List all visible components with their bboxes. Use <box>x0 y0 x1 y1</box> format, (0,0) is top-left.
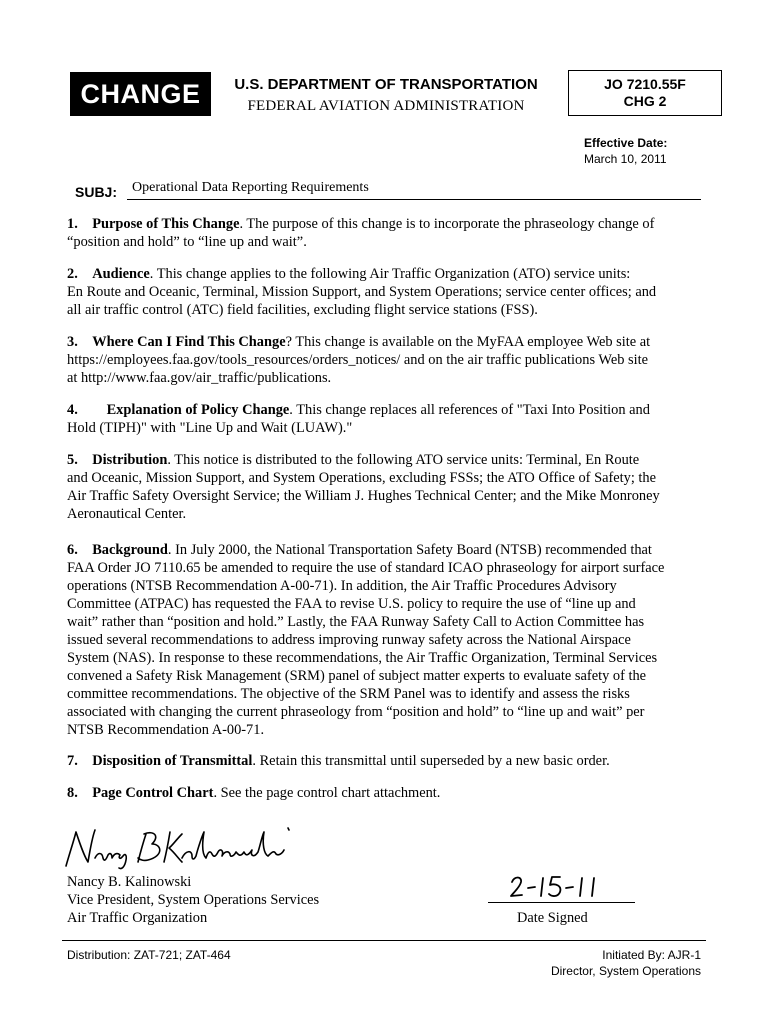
order-number-box <box>568 70 722 116</box>
paragraph-separator: . <box>239 216 247 232</box>
paragraph-separator: . <box>167 452 175 468</box>
effective-date-label: Effective Date: <box>584 136 668 150</box>
effective-date-block <box>584 135 667 167</box>
paragraph-6 <box>67 541 707 739</box>
paragraph-number: 3. <box>67 334 78 350</box>
signer-name: Nancy B. Kalinowski <box>67 874 192 890</box>
paragraph-title: Disposition of Transmittal <box>92 753 253 769</box>
paragraph-2 <box>67 265 707 319</box>
paragraph-title: Explanation of Policy Change <box>106 402 290 418</box>
paragraph-5 <box>67 451 707 523</box>
signer-organization: Air Traffic Organization <box>67 910 208 926</box>
paragraph-separator: . <box>149 266 157 282</box>
paragraph-title: Purpose of This Change <box>92 216 240 232</box>
signer-block <box>67 873 319 927</box>
initiated-by: Initiated By: AJR-1 <box>602 948 701 962</box>
paragraph-title: Background <box>92 542 168 558</box>
effective-date: March 10, 2011 <box>584 152 667 166</box>
paragraph-body: The purpose of this change is to incorporate the phraseology change of “position and hold” to “line up and wait”. <box>67 216 655 250</box>
paragraph-7 <box>67 752 707 770</box>
paragraph-body: In July 2000, the National Transportation Safety Board (NTSB) recommended that FAA Order JO 7110.65 be amended to require the use of standard ICAO phraseology for airport surface operations (NTSB Recommendation A-00-71). In addition, the Air Traffic Procedures Advisory Committee (ATPAC) has requested the FAA to revise U.S. policy to require the use of “line up and wait” rather than “position and hold.” Lastly, the FAA Runway Safety Call to Action Committee has issued several recommendations to address improving runway safety across the National Airspace System (NAS). In response to these recommendations, the Air Traffic Organization, Terminal Services convened a Safety Risk Management (SRM) panel of subject matter experts to evaluate safety of the committee recommendations. The objective of the SRM Panel was to identify and assess the risks associated with changing the current phraseology from “position and hold” to “line up and wait” per NTSB Recommendation A-00-71. <box>67 542 665 738</box>
agency-header <box>225 76 547 116</box>
paragraph-number: 6. <box>67 542 78 558</box>
paragraph-title: Where Can I Find This Change <box>92 334 286 350</box>
paragraph-title: Page Control Chart <box>92 785 214 801</box>
subject-label: SUBJ: <box>75 184 118 200</box>
paragraph-number: 8. <box>67 785 78 801</box>
paragraph-separator: . <box>213 785 221 801</box>
change-number: CHG 2 <box>623 93 667 109</box>
paragraph-number: 7. <box>67 753 78 769</box>
order-number: JO 7210.55F <box>604 76 686 92</box>
paragraph-body: Retain this transmittal until superseded by a new basic order. <box>259 753 610 769</box>
initiator-title: Director, System Operations <box>550 964 701 978</box>
paragraph-body: This notice is distributed to the following ATO service units: Terminal, En Route and Oceanic, Mission Support, and System Operations, excluding FSSs; the ATO Office of Safety; the Air Traffic Safety Oversight Service; the William J. Hughes Technical Center; and the Mike Monroney Aeronautical Center. <box>67 452 660 522</box>
handwritten-date <box>508 872 602 902</box>
subject-underline <box>127 199 701 200</box>
paragraph-body: This change applies to the following Air Traffic Organization (ATO) service units: En Route and Oceanic, Terminal, Mission Support, and System Operations; service center offices; and all air traffic control (ATC) field facilities, excluding flight service stations (FSS). <box>67 266 657 318</box>
paragraph-body: See the page control chart attachment. <box>220 785 441 801</box>
footer-rule <box>62 940 706 941</box>
paragraph-number: 2. <box>67 266 78 282</box>
paragraph-4 <box>67 401 707 437</box>
date-signed-label: Date Signed <box>517 910 588 926</box>
department-name: U.S. DEPARTMENT OF TRANSPORTATION <box>234 76 538 93</box>
paragraph-separator: ? <box>285 334 296 350</box>
footer-distribution: Distribution: ZAT-721; ZAT-464 <box>67 948 231 962</box>
paragraph-separator: . <box>252 753 260 769</box>
paragraph-body: This change is available on the MyFAA employee Web site at https://employees.faa.gov/tools_resources/orders_notices/ and on the air traffic publications Web site at http://www.faa.gov/air_traffic/publications. <box>67 334 651 386</box>
paragraph-3 <box>67 333 707 387</box>
date-signed-line <box>488 902 635 903</box>
change-badge: CHANGE <box>70 72 211 116</box>
handwritten-signature <box>62 822 302 872</box>
paragraph-1 <box>67 215 707 251</box>
paragraph-8 <box>67 784 707 802</box>
paragraph-number: 1. <box>67 216 78 232</box>
signer-title: Vice President, System Operations Services <box>67 892 320 908</box>
paragraph-title: Distribution <box>92 452 168 468</box>
paragraph-separator: . <box>289 402 297 418</box>
paragraph-body: This change replaces all references of "Taxi Into Position and Hold (TIPH)" with "Line Up and Wait (LUAW)." <box>67 402 650 436</box>
paragraph-number: 5. <box>67 452 78 468</box>
paragraph-separator: . <box>167 542 176 558</box>
administration-name: FEDERAL AVIATION ADMINISTRATION <box>247 98 525 114</box>
paragraph-title: Audience <box>92 266 150 282</box>
paragraph-number: 4. <box>67 402 78 418</box>
subject-text: Operational Data Reporting Requirements <box>132 180 369 195</box>
footer-initiated <box>480 947 701 979</box>
